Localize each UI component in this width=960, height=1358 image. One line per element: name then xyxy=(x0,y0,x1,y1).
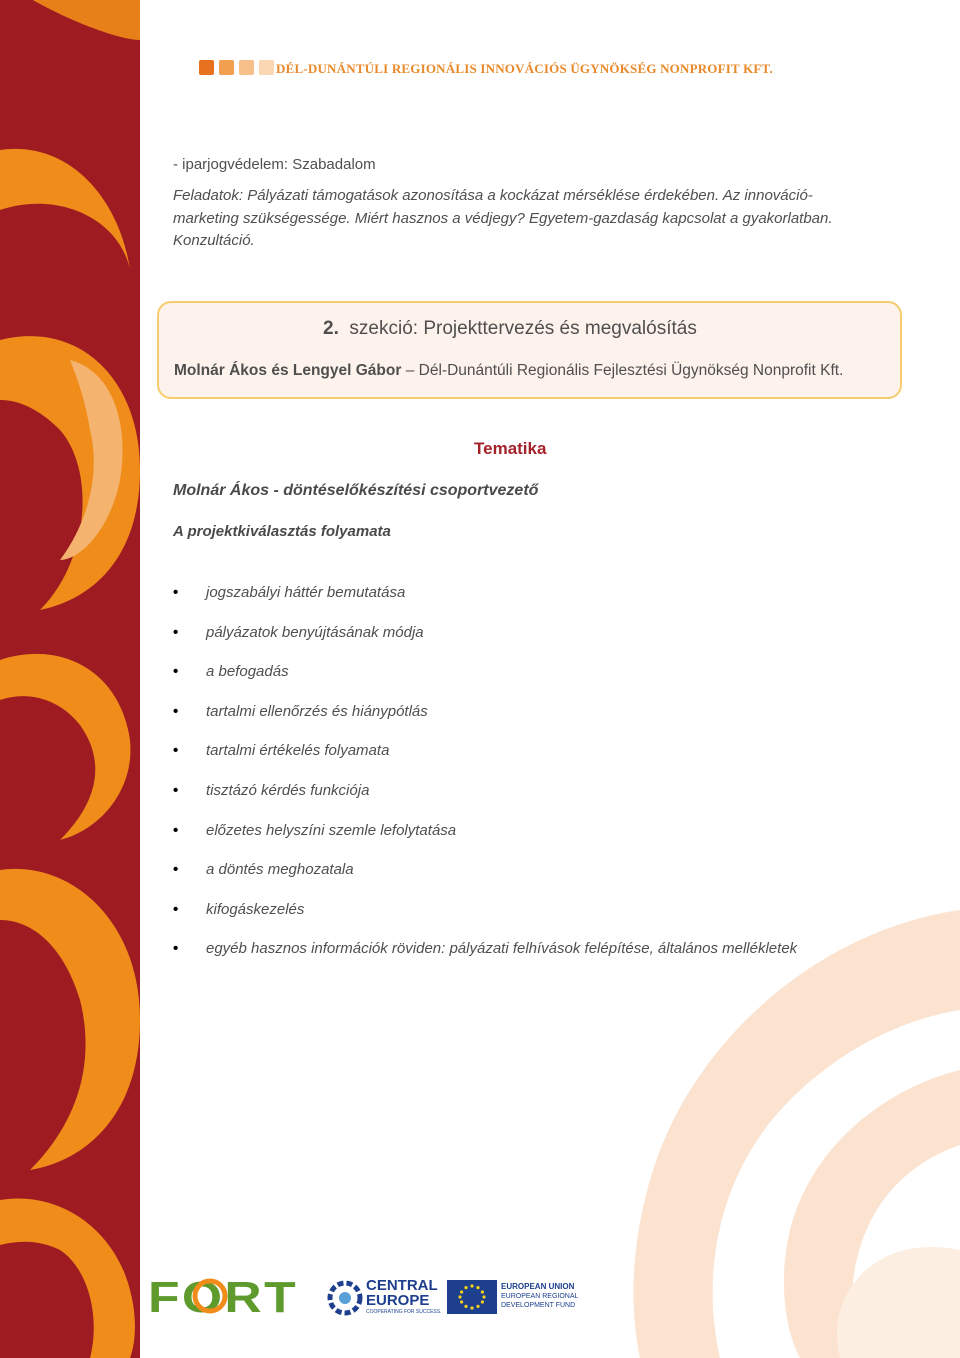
eu-line2: EUROPEAN REGIONAL xyxy=(501,1293,579,1300)
bullet-icon: • xyxy=(173,663,179,681)
tasks-line-3: Konzultáció. xyxy=(173,232,255,249)
session-name: szekció: Projekttervezés és megvalósítás xyxy=(349,318,697,339)
central-europe-emblem-icon xyxy=(326,1278,364,1318)
list-item-text: jogszabályi háttér bemutatása xyxy=(206,584,406,601)
tasks-line-2: marketing szükségessége. Miért hasznos a védjegy? Egyetem-gazdaság kapcsolat a gyakorlatban. xyxy=(173,209,833,227)
list-item-text: tartalmi értékelés folyamata xyxy=(206,742,390,760)
logo-square-4 xyxy=(259,60,274,75)
session-box xyxy=(157,301,902,399)
logo-square-1 xyxy=(199,60,214,75)
session-number: 2. xyxy=(323,318,339,339)
topics-lead: Molnár Ákos - döntéselőkészítési csoportvezető xyxy=(173,482,539,499)
tasks-paragraph xyxy=(173,185,863,253)
presenter-names: Molnár Ákos és Lengyel Gábor xyxy=(174,362,402,379)
list-item-text: a döntés meghozatala xyxy=(206,861,354,879)
list-item-text: egyéb hasznos információk röviden: pályázati felhívások felépítése, általános mellékletek xyxy=(206,940,798,958)
bullet-icon: • xyxy=(173,781,179,799)
list-item-text: előzetes helyszíni szemle lefolytatása xyxy=(206,821,457,839)
central-europe-line2: EUROPE xyxy=(366,1292,430,1309)
fort-logo-text: FORT xyxy=(148,1273,298,1318)
topics-subheading: A projektkiválasztás folyamata xyxy=(173,523,391,540)
bullet-icon: • xyxy=(173,584,179,601)
central-europe-logo xyxy=(326,1277,442,1318)
bullet-icon: • xyxy=(173,900,179,918)
logo-square-3 xyxy=(239,60,254,75)
bullet-icon: • xyxy=(173,940,179,958)
list-item-text: kifogáskezelés xyxy=(206,900,305,918)
ip-protection-line: - iparjogvédelem: Szabadalom xyxy=(173,156,376,173)
bullet-icon: • xyxy=(173,821,179,839)
bullet-icon: • xyxy=(173,861,179,879)
list-item-text: tisztázó kérdés funkciója xyxy=(206,781,370,799)
bullet-icon: • xyxy=(173,702,179,720)
central-europe-line1: CENTRAL xyxy=(366,1277,438,1294)
session-title xyxy=(323,318,697,340)
list-item-text: tartalmi ellenőrzés és hiánypótlás xyxy=(206,702,428,720)
bullet-icon: • xyxy=(173,623,179,641)
eu-line3: DEVELOPMENT FUND xyxy=(501,1302,576,1309)
eu-logo xyxy=(447,1280,579,1316)
eu-flag-icon xyxy=(447,1280,497,1314)
presenter-organization: – Dél-Dunántúli Regionális Fejlesztési Ügynökség Nonprofit Kft. xyxy=(405,362,844,379)
list-item-text: a befogadás xyxy=(206,663,289,681)
central-europe-tagline: COOPERATING FOR SUCCESS. xyxy=(366,1309,442,1315)
session-presenters xyxy=(174,362,843,380)
eu-line1: EUROPEAN UNION xyxy=(501,1282,575,1291)
bullet-icon: • xyxy=(173,742,179,760)
tasks-line-1: Feladatok: Pályázati támogatások azonosítása a kockázat mérséklése érdekében. Az innováció- xyxy=(173,187,813,204)
topics-heading: Tematika xyxy=(474,439,547,458)
organization-name: DÉL-DUNÁNTÚLI REGIONÁLIS INNOVÁCIÓS ÜGYNÖKSÉG NONPROFIT KFT. xyxy=(276,61,773,76)
fort-logo xyxy=(148,1272,303,1318)
logo-square-2 xyxy=(219,60,234,75)
list-item-text: pályázatok benyújtásának módja xyxy=(206,623,424,641)
